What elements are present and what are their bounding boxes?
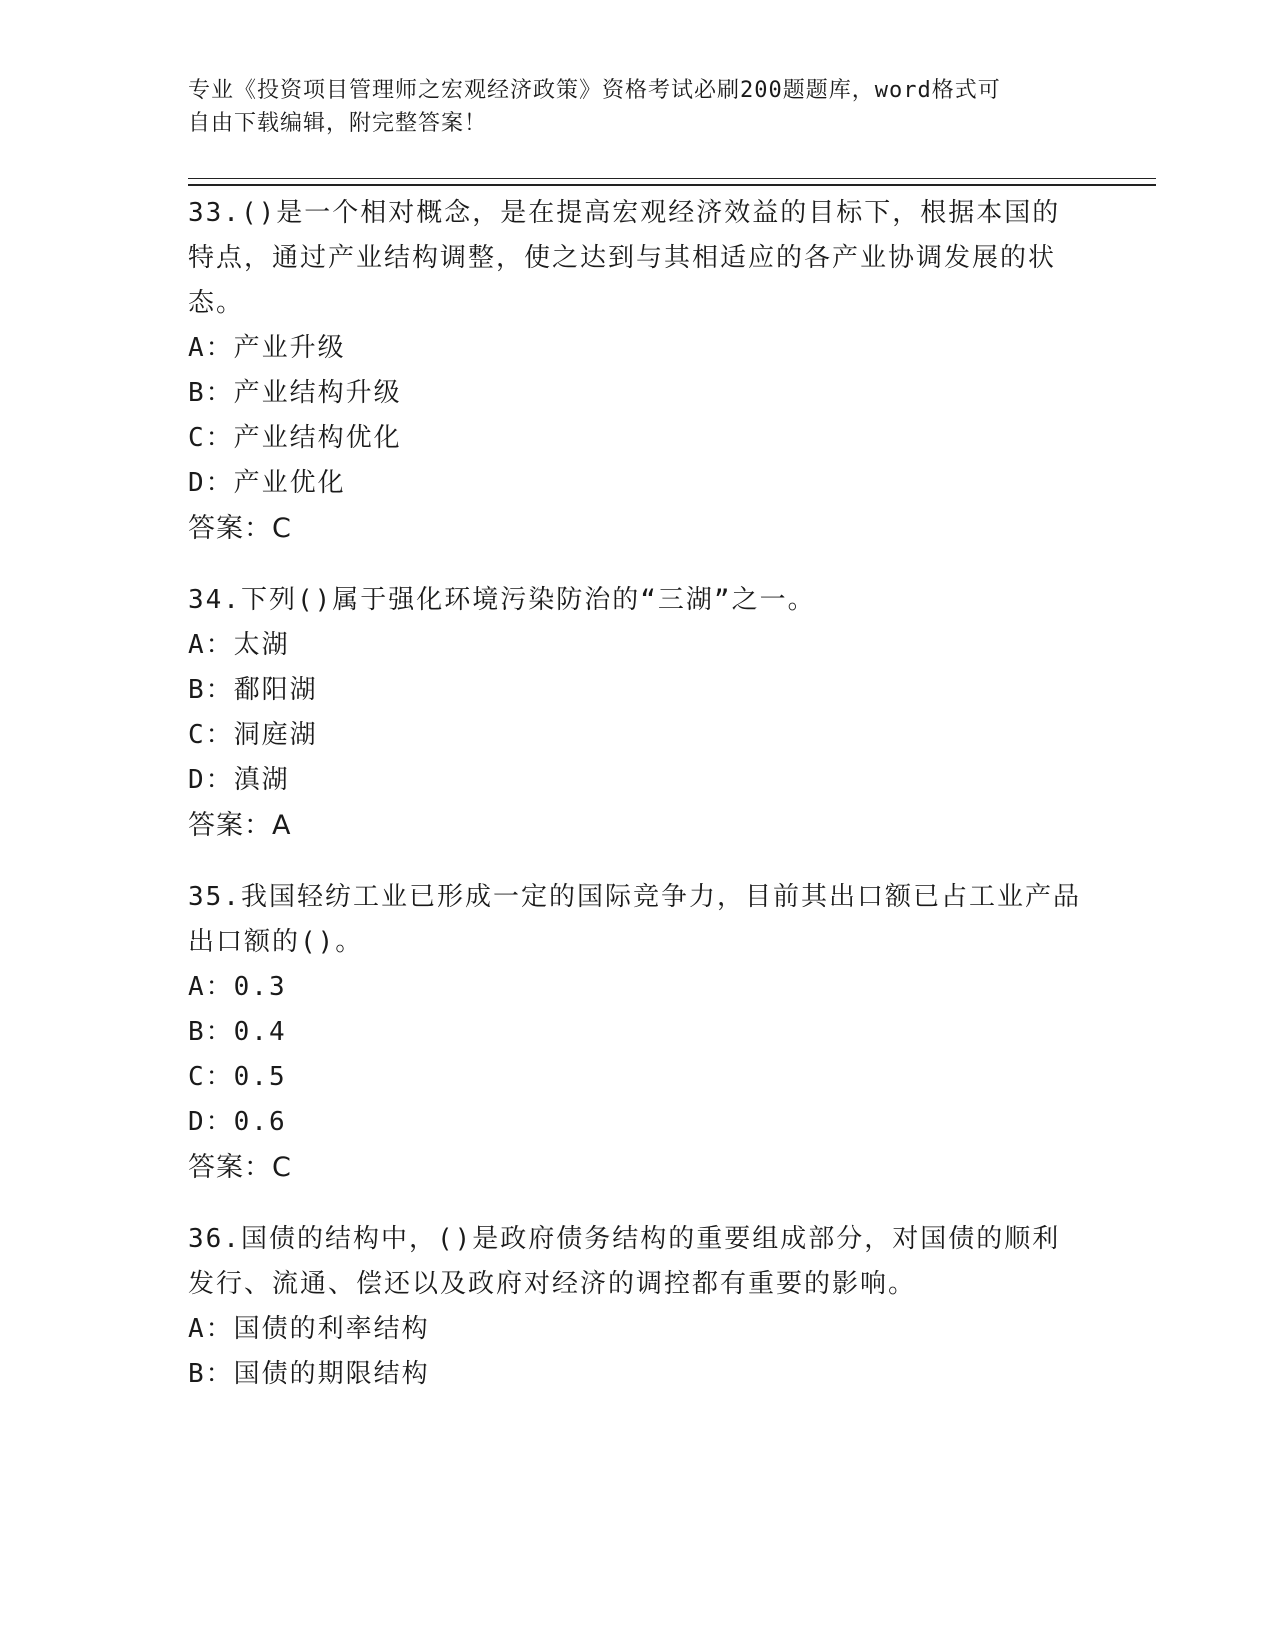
option-a: A：国债的利率结构 <box>188 1314 430 1344</box>
option-c: C：产业结构优化 <box>188 423 402 453</box>
option-d: D：产业优化 <box>188 468 346 498</box>
option-d: D：滇湖 <box>188 765 290 795</box>
option-a: A：0.3 <box>188 972 287 1002</box>
option-a: A：太湖 <box>188 630 290 660</box>
question-text: 35.我国轻纺工业已形成一定的国际竞争力，目前其出口额已占工业产品出口额的()。 <box>188 882 1081 957</box>
header-divider-thick <box>188 184 1156 186</box>
question-list <box>188 191 1088 1423</box>
option-b: B：0.4 <box>188 1017 287 1047</box>
option-a: A：产业升级 <box>188 333 346 363</box>
answer: 答案：A <box>188 810 292 841</box>
header-line-1: 专业《投资项目管理师之宏观经济政策》资格考试必刷200题题库，word格式可 <box>188 78 1001 103</box>
header-divider-thin <box>188 178 1156 179</box>
option-c: C：洞庭湖 <box>188 720 318 750</box>
option-b: B：鄱阳湖 <box>188 675 318 705</box>
question-33 <box>188 191 1088 552</box>
answer: 答案：C <box>188 1152 292 1183</box>
option-b: B：国债的期限结构 <box>188 1359 430 1389</box>
question-34 <box>188 578 1088 849</box>
question-35 <box>188 875 1088 1191</box>
question-text: 36.国债的结构中，()是政府债务结构的重要组成部分，对国债的顺利发行、流通、偿还以及政府对经济的调控都有重要的影响。 <box>188 1224 1061 1299</box>
option-b: B：产业结构升级 <box>188 378 402 408</box>
question-text: 34.下列()属于强化环境污染防治的“三湖”之一。 <box>188 585 816 615</box>
option-d: D：0.6 <box>188 1107 287 1137</box>
question-36 <box>188 1217 1088 1397</box>
answer: 答案：C <box>188 513 292 544</box>
document-header <box>188 74 1068 140</box>
question-text: 33.()是一个相对概念，是在提高宏观经济效益的目标下，根据本国的特点，通过产业结构调整，使之达到与其相适应的各产业协调发展的状态。 <box>188 198 1061 318</box>
header-line-2: 自由下载编辑，附完整答案！ <box>188 111 488 136</box>
option-c: C：0.5 <box>188 1062 287 1092</box>
